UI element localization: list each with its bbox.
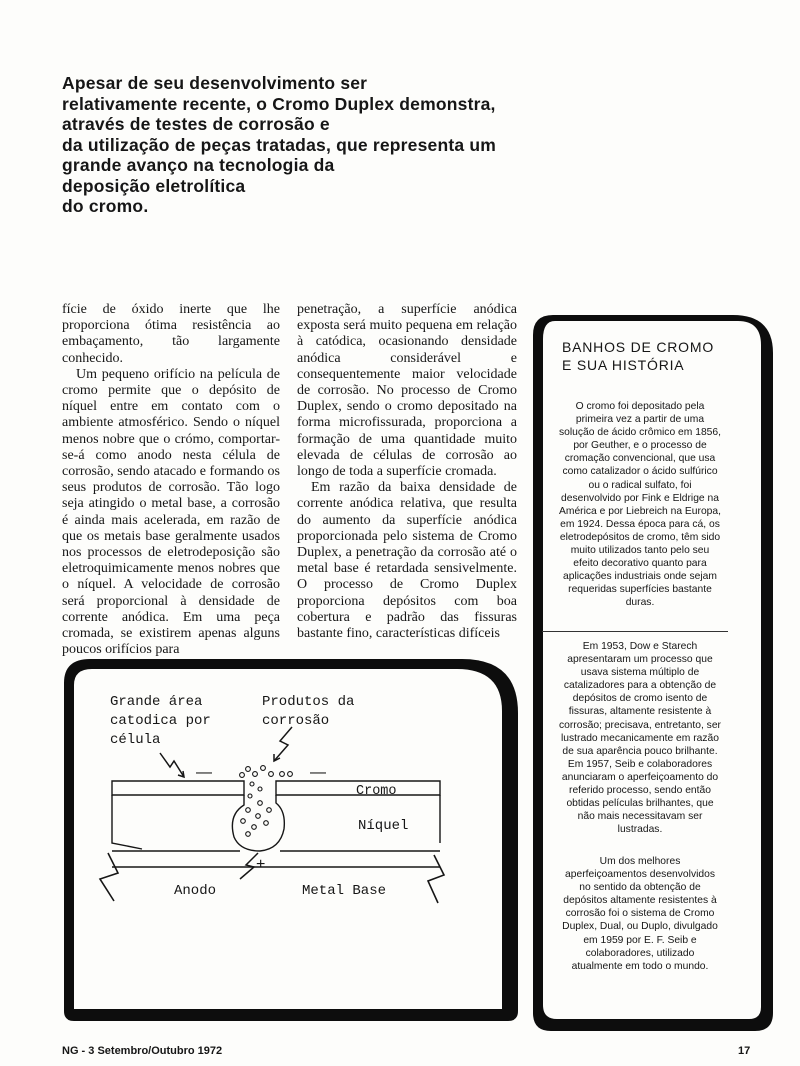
body-paragraph: Em razão da baixa densidade de corrente anódica relativa, que resulta do aumento da superfície anódica proporcionada pelo sistema de Cromo Duplex, a penetração da corrosão até o metal base é retardada sensivelmente. O processo de Cromo Duplex proporciona depósitos com boa cobertura e padrão das fissuras bastante fino, características difíceis bbox=[297, 480, 517, 642]
sidebar-paragraph: Um dos melhores aperfeiçoamentos desenvolvidos no sentido da obtenção de depósitos altamente resistentes à corrosão foi o sistema de Cromo Duplex, Dual, ou Duplo, divulgado em 1959 por E. F. Seib e colaboradores, utilizado atualmente em todo o mundo. bbox=[562, 856, 718, 972]
sidebar-paragraph: O cromo foi depositado pela primeira vez a partir de uma solução de ácido crômico em 1856, por Geuther, e o processo de cromação convencional, que usa como catalizador o ácido sulfúrico ou o radical sulfato, foi desenvolvido por Fink e Eldrige na América e por Liebreich na Europa, em 1924. Dessa época para cá, os eletrodepósitos de cromo, têm sido muito utilizados tanto pelo seu efeito decorativo quanto para aplicações industriais onde sejam requeridas superfícies bastante duras. bbox=[559, 401, 721, 609]
lead-line: Apesar de seu desenvolvimento ser bbox=[62, 73, 368, 93]
lead-line: deposição eletrolítica bbox=[62, 175, 246, 196]
body-paragraph: Um pequeno orifício na película de cromo permite que o depósito de níquel entre em contato com o ambiente atmosférico. Sendo o níquel menos nobre que o crómo, comportar-se-á como anodo nesta célula de corrosão, sendo atacado e formando os seus produtos de corrosão. Tão logo seja atingido o metal base, a corrosão é ainda mais acelerada, em razão de que os metais base geralmente usados nos processos de eletrodeposição são eletroquimicamente menos nobres que o níquel. A velocidade de corrosão será proporcional à densidade de corrente anódica. Em uma peça cromada, se existirem apenas alguns poucos orifícios para bbox=[62, 366, 280, 658]
sign-plus: + bbox=[256, 856, 266, 873]
lead-line: da utilização de peças tratadas, que representa um bbox=[62, 134, 497, 155]
lead-line: grande avanço na tecnologia da bbox=[62, 155, 335, 175]
body-paragraph: fície de óxido inerte que lhe proporciona ótima resistência ao embaçamento, tão largamente conhecido. bbox=[62, 302, 280, 366]
label-cathodic-area-line: catodica por bbox=[110, 713, 211, 729]
sidebar-paragraph: Em 1953, Dow e Starech apresentaram um processo que usava sistema múltiplo de catalizadores para a obtenção de depósitos de cromo isento de fissuras, altamente resistente à corrosão; precisava, entretanto, ser lustrado mecanicamente em razão de sua aparência pouco brilhante. Em 1957, Seib e colaboradores anunciaram o aperfeiçoamento do referido processo, sendo então obtidas películas brilhantes, que não mais necessitavam ser lustradas. bbox=[559, 641, 721, 836]
lead-line: relativamente recente, o Cromo Duplex demonstra, bbox=[62, 93, 496, 114]
label-cathodic-area-line: Grande área bbox=[110, 694, 203, 710]
body-column-1 bbox=[62, 302, 280, 658]
footer-issue: NG - 3 Setembro/Outubro 1972 bbox=[62, 1045, 223, 1057]
label-metal-base: Metal Base bbox=[302, 883, 387, 899]
lead-line: do cromo. bbox=[62, 196, 149, 216]
page-number: 17 bbox=[738, 1045, 751, 1057]
body-paragraph: penetração, a superfície anódica exposta será muito pequena em relação à catódica, ocasionando densidade anódica considerável e consequentemente maior velocidade de corrosão. No processo de Cromo Duplex, sendo o cromo depositado na forma microfissurada, proporciona a formação de uma quantidade muito elevada de células de corrosão ao longo de toda a superfície cromada. bbox=[297, 302, 517, 480]
label-corrosion-products-line: Produtos da bbox=[262, 694, 355, 710]
sidebar-title bbox=[562, 338, 742, 374]
label-niquel: Níquel bbox=[358, 818, 409, 834]
label-corrosion-products-line: corrosão bbox=[262, 713, 330, 729]
label-cathodic-area-line: célula bbox=[110, 732, 161, 748]
sidebar-divider bbox=[542, 631, 728, 632]
body-column-2 bbox=[297, 302, 517, 642]
corrosion-diagram bbox=[62, 653, 520, 1025]
lead-line: através de testes de corrosão e bbox=[62, 114, 330, 134]
label-cromo: Cromo bbox=[356, 784, 397, 799]
sidebar-title-line: E SUA HISTÓRIA bbox=[562, 357, 685, 373]
sign-minus-left: — bbox=[196, 764, 212, 781]
sidebar-title-line: BANHOS DE CROMO bbox=[562, 339, 715, 355]
label-anodo: Anodo bbox=[174, 883, 217, 899]
sign-minus-right: — bbox=[310, 764, 326, 781]
lead-paragraph bbox=[62, 73, 532, 217]
